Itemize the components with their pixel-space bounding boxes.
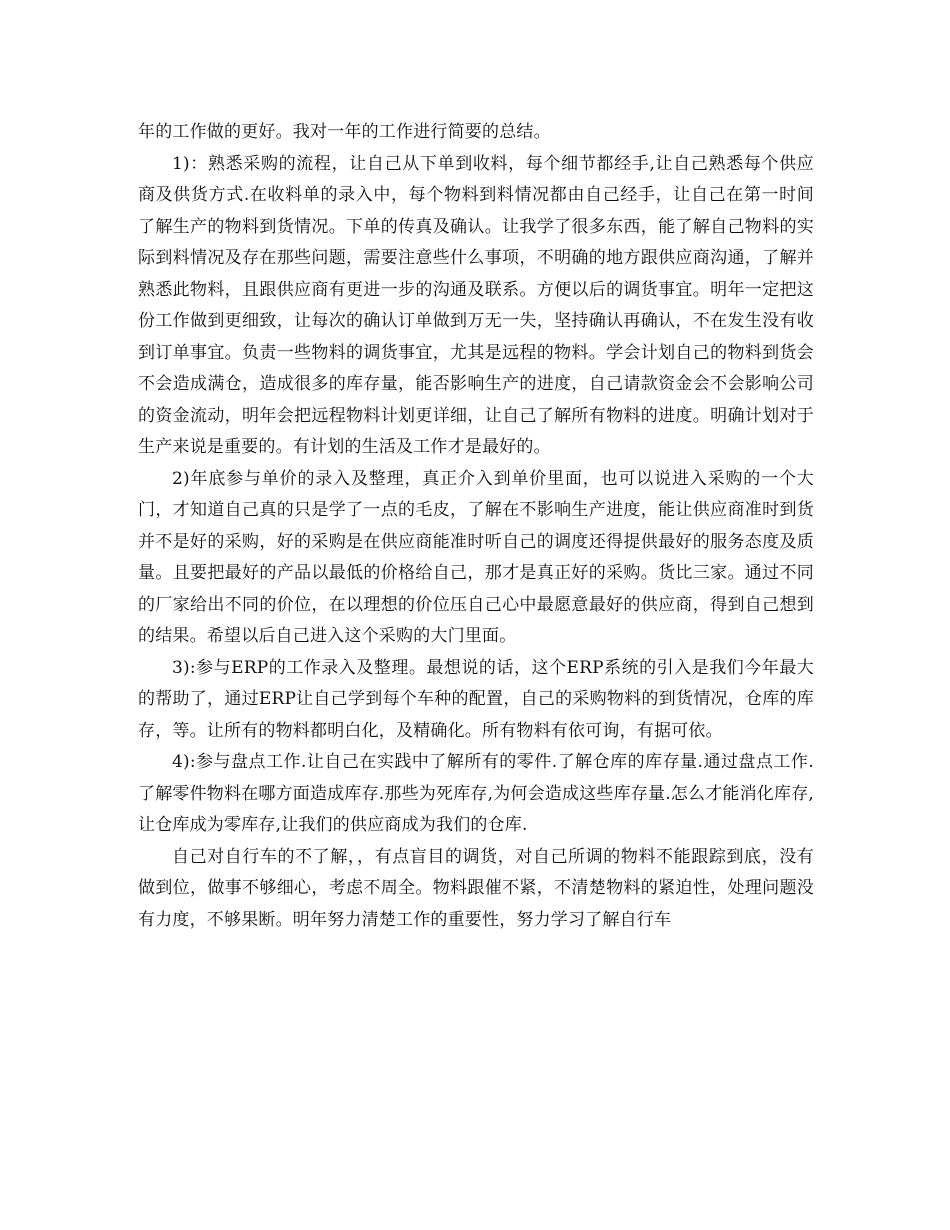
- paragraph-intro-continuation: 年的工作做的更好。我对一年的工作进行简要的总结。: [138, 122, 551, 142]
- paragraph-item-3: 3):参与ERP的工作录入及整理。最想说的话，这个ERP系统的引入是我们今年最大的帮助了，通过ERP让自己学到每个车种的配置，自己的采购物料的到货情况，仓库的库存，等。让所有的物料都明白化，及精确化。所有物料有依可询，有据可依。: [138, 657, 814, 741]
- paragraph-self-assessment: 自己对自行车的不了解，，有点盲目的调货，对自己所调的物料不能跟踪到底，没有做到位，做事不够细心，考虑不周全。物料跟催不紧，不清楚物料的紧迫性，处理问题没有力度，不够果断。明年努力清楚工作的重要性，努力学习了解自行车: [138, 846, 814, 930]
- paragraph-item-4: 4):参与盘点工作.让自己在实践中了解所有的零件.了解仓库的库存量.通过盘点工作.了解零件物料在哪方面造成库存.那些为死库存,为何会造成这些库存量.怎么才能消化库存,让仓库成为零库存,让我们的供应商成为我们的仓库.: [138, 752, 815, 835]
- paragraph-item-2: 2)年底参与单价的录入及整理，真正介入到单价里面，也可以说进入采购的一个大门，才知道自己真的只是学了一点的毛皮，了解在不影响生产进度，能让供应商准时到货并不是好的采购，好的采购是在供应商能准时听自己的调度还得提供最好的服务态度及质量。且要把最好的产品以最低的价格给自己，那才是真正好的采购。货比三家。通过不同的厂家给出不同的价位，在以理想的价位压自己心中最愿意最好的供应商，得到自己想到的结果。希望以后自己进入这个采购的大门里面。: [138, 468, 814, 646]
- paragraph-item-1: 1)：熟悉采购的流程，让自己从下单到收料，每个细节都经手,让自己熟悉每个供应商及供货方式.在收料单的录入中，每个物料到料情况都由自己经手，让自己在第一时间了解生产的物料到货情况。下单的传真及确认。让我学了很多东西，能了解自己物料的实际到料情况及存在那些问题，需要注意些什么事项，不明确的地方跟供应商沟通，了解并熟悉此物料，且跟供应商有更进一步的沟通及联系。方便以后的调货事宜。明年一定把这份工作做到更细致，让每次的确认订单做到万无一失，坚持确认再确认，不在发生没有收到订单事宜。负责一些物料的调货事宜，尤其是远程的物料。学会计划自己的物料到货会不会造成满仓，造成很多的库存量，能否影响生产的进度，自己请款资金会不会影响公司的资金流动，明年会把远程物料计划更详细，让自己了解所有物料的进度。明确计划对于生产来说是重要的。有计划的生活及工作才是最好的。: [138, 153, 814, 457]
- document-body: [138, 117, 814, 936]
